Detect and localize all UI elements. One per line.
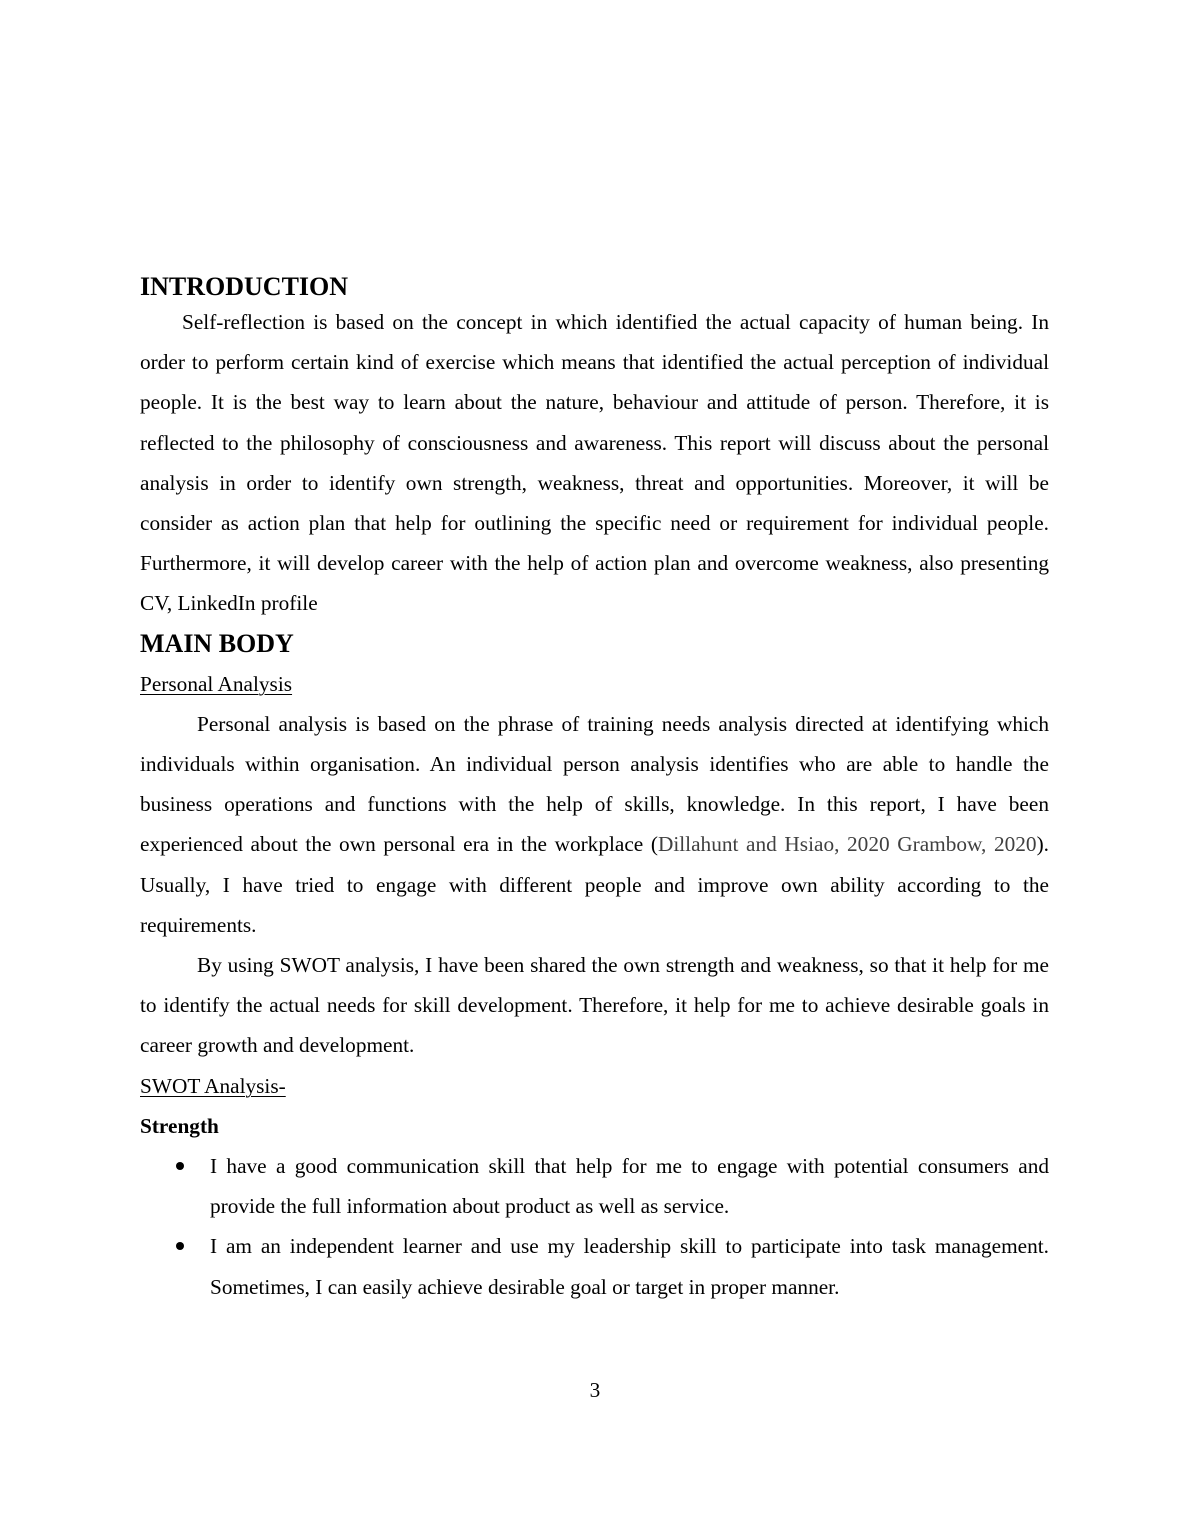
introduction-paragraph: Self-reflection is based on the concept in which identified the actual capacity of human being. In order to perform certain kind of exercise which means that identified the actual perception of individual people. It is the best way to learn about the nature, behaviour and attitude of person. Therefore, it is reflected to the philosophy of consciousness and awareness. This report will discuss about the personal analysis in order to identify own strength, weakness, threat and opportunities. Moreover, it will be consider as action plan that help for outlining the specific need or requirement for individual people. Furthermore, it will develop career with the help of action plan and overcome weakness, also presenting CV, LinkedIn profile bbox=[140, 310, 1049, 616]
list-item bbox=[140, 1226, 1049, 1306]
list-item-text: I have a good communication skill that help for me to engage with potential consumers and provide the full information about product as well as service. bbox=[210, 1154, 1049, 1219]
page-content bbox=[140, 266, 1049, 1307]
paragraph-text-before-citation: Personal analysis is based on the phrase of training needs analysis directed at identifying which individuals within organisation. An individual person analysis identifies who are able to handle the business operations and functions with the help of skills, knowledge. In this report, I have been experienced about the own personal era in the workplace ( bbox=[140, 711, 1049, 857]
page-number: 3 bbox=[589, 1378, 601, 1402]
personal-analysis-paragraph-2: By using SWOT analysis, I have been shared the own strength and weakness, so that it help for me to identify the actual needs for skill development. Therefore, it help for me to achieve desirable goals in career growth and development. bbox=[140, 953, 1049, 1058]
swot-analysis-subheading: SWOT Analysis- bbox=[140, 1073, 286, 1098]
personal-analysis-paragraph-1 bbox=[140, 704, 1049, 945]
strength-list bbox=[140, 1146, 1049, 1307]
bullet-icon bbox=[176, 1162, 184, 1170]
citation: Dillahunt and Hsiao, 2020 Grambow, 2020 bbox=[657, 832, 1037, 857]
personal-analysis-subheading: Personal Analysis bbox=[140, 671, 293, 696]
main-body-heading: MAIN BODY bbox=[140, 628, 294, 658]
list-item-text: I am an independent learner and use my leadership skill to participate into task management. Sometimes, I can easily achieve desirable goal or target in proper manner. bbox=[210, 1234, 1049, 1299]
list-item bbox=[140, 1146, 1049, 1226]
introduction-heading: INTRODUCTION bbox=[140, 272, 349, 301]
strength-heading: Strength bbox=[140, 1113, 219, 1138]
bullet-icon bbox=[176, 1242, 184, 1250]
paragraph-text-after-citation: ). Usually, I have tried to engage with different people and improve own ability according to the requirements. bbox=[140, 832, 1049, 937]
